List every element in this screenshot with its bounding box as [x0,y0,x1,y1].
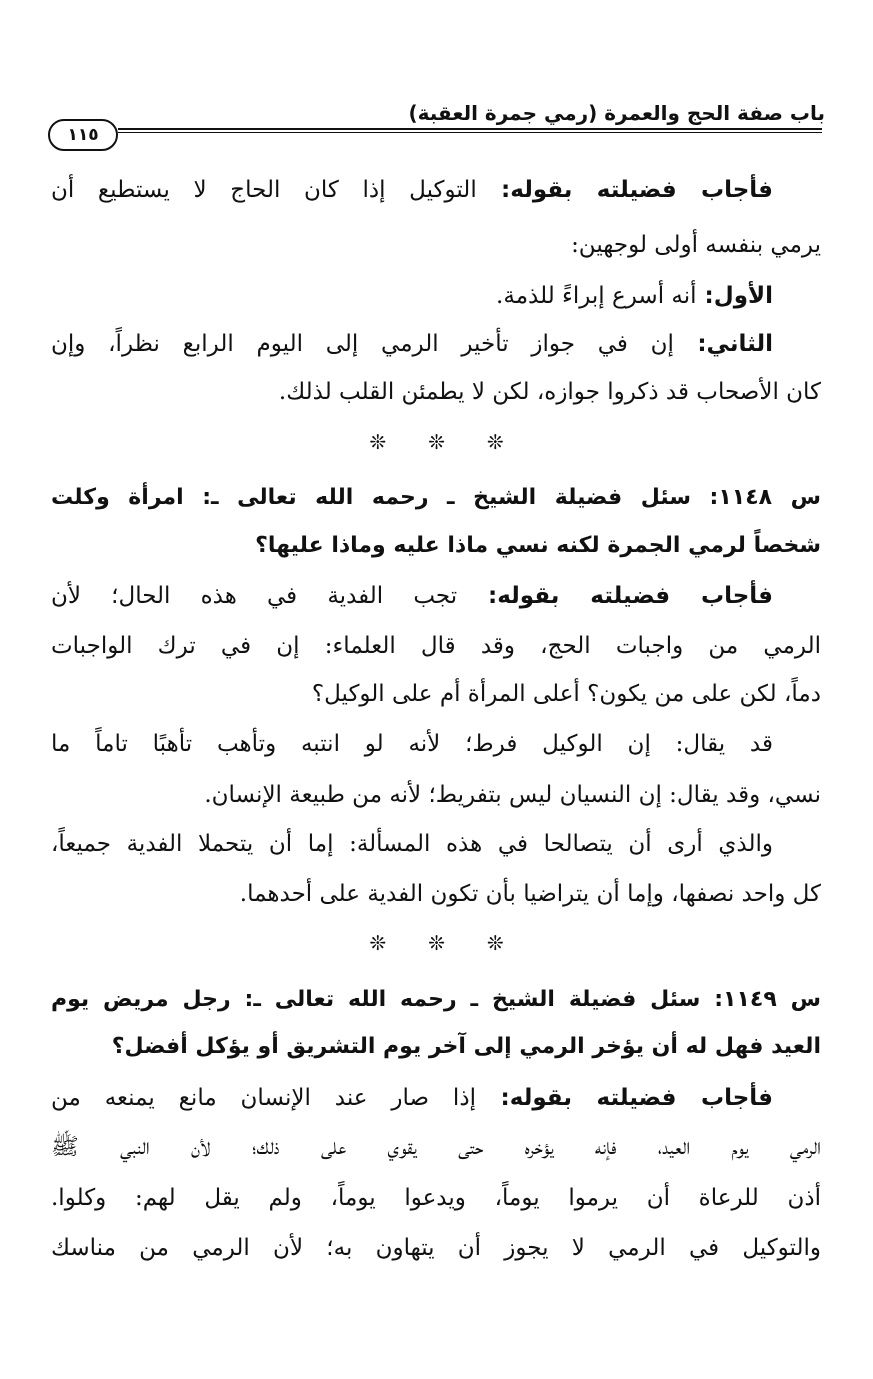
bold-lead-phrase: فأجاب فضيلته بقوله: [476,177,773,203]
text-line [51,724,773,764]
bold-lead-phrase: فأجاب فضيلته بقوله: [457,583,773,609]
text-line [51,775,821,815]
line-text: الرمي من واجبات الحج، وقد قال العلماء: إن في ترك الواجبات [51,633,821,659]
line-text: قد يقال: إن الوكيل فرط؛ لأنه لو انتبه وتأهب تأهبًا تاماً ما [51,731,773,757]
line-text: شخصاً لرمي الجمرة لكنه نسي ماذا عليه وماذا عليها؟ [255,533,821,558]
question-line [51,980,821,1020]
header-rule [118,128,822,133]
star-ornament-icon: ❊ [369,430,387,454]
line-text: التوكيل إذا كان الحاج لا يستطيع أن [51,177,477,203]
bold-lead-phrase: الأول: [696,283,773,309]
text-line [51,824,773,864]
text-line [51,324,773,364]
text-line [51,576,773,616]
line-text: والذي أرى أن يتصالحا في هذه المسألة: إما أن يتحملا الفدية جميعاً، [51,831,773,857]
star-ornament-icon: ❊ [486,931,504,955]
star-ornament-icon: ❊ [369,931,387,955]
text-line [51,626,821,666]
text-line [51,276,773,316]
text-line [51,1078,773,1118]
text-line [51,1127,821,1167]
star-ornament-icon: ❊ [428,931,445,955]
question-line [51,478,821,518]
line-text: س ١١٤٩: سئل فضيلة الشيخ ـ رحمه الله تعالى ـ: رجل مريض يوم [51,987,821,1012]
section-separator [0,427,873,457]
text-line [51,1228,821,1268]
text-line [51,225,821,265]
bold-lead-phrase: الثاني: [673,331,773,357]
page-number-badge: ١١٥ [48,119,118,151]
star-ornament-icon: ❊ [428,430,445,454]
line-text: كل واحد نصفها، وإما أن يتراضيا بأن تكون الفدية على أحدهما. [239,881,821,907]
text-line [51,1178,821,1218]
line-text: الرمي يوم العيد، فإنه يؤخره حتى يقوي على ذلك؛ لأن النبي ﷺ [51,1134,821,1160]
line-text: أذن للرعاة أن يرموا يوماً، ويدعوا يوماً، ولم يقل لهم: وكلوا. [51,1185,821,1211]
question-line [51,1027,821,1067]
line-text: أنه أسرع إبراءً للذمة. [496,283,697,309]
line-text: س ١١٤٨: سئل فضيلة الشيخ ـ رحمه الله تعالى ـ: امرأة وكلت [51,485,821,510]
bold-lead-phrase: فأجاب فضيلته بقوله: [475,1085,773,1111]
line-text: والتوكيل في الرمي لا يجوز أن يتهاون به؛ لأن الرمي من مناسك [51,1235,821,1261]
chapter-title: باب صفة الحج والعمرة (رمي جمرة العقبة) [408,101,825,125]
line-text: العيد فهل له أن يؤخر الرمي إلى آخر يوم التشريق أو يؤكل أفضل؟ [111,1034,821,1059]
line-text: دماً، لكن على من يكون؟ أعلى المرأة أم على الوكيل؟ [311,681,821,707]
text-line [51,170,773,210]
text-line [51,874,821,914]
text-line [51,372,821,412]
line-text: إذا صار عند الإنسان مانع يمنعه من [51,1085,476,1111]
line-text: نسي، وقد يقال: إن النسيان ليس بتفريط؛ لأنه من طبيعة الإنسان. [204,782,821,808]
text-line [51,674,821,714]
section-separator [0,928,873,958]
line-text: إن في جواز تأخير الرمي إلى اليوم الرابع نظراً، وإن [51,331,674,357]
line-text: يرمي بنفسه أولى لوجهين: [571,232,821,258]
question-line [51,526,821,566]
line-text: كان الأصحاب قد ذكروا جوازه، لكن لا يطمئن القلب لذلك. [278,379,821,405]
line-text: تجب الفدية في هذه الحال؛ لأن [51,583,458,609]
star-ornament-icon: ❊ [486,430,504,454]
